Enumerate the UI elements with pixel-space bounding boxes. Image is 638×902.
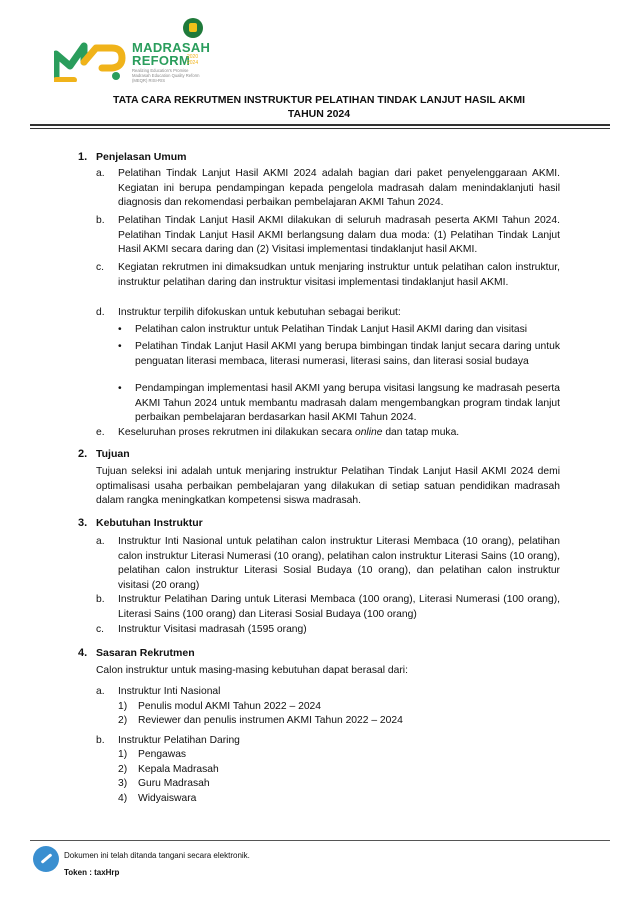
ministry-emblem-icon [183,18,203,38]
bullet-text: Pendampingan implementasi hasil AKMI yang berupa visitasi langsung ke madrasah peserta AKMI Tahun 2024 untuk membantu madrasah dalam mengembangkan program tindak lanjut perbaikan pembelajaran berdasarkan hasil AKMI Tahun 2024. [135,383,560,423]
footer-token: Token : taxHrp [64,868,120,877]
section-1-bullet-1 [118,323,560,338]
item-marker: b. [96,215,105,226]
item-marker: a. [96,536,105,547]
item-marker: a. [96,168,105,179]
item-marker: e. [96,427,105,438]
brand-line-1: MADRASAH [132,40,211,55]
section-1-item-d [96,306,560,321]
document-title-year: TAHUN 2024 [287,108,351,120]
section-2-paragraph: Tujuan seleksi ini adalah untuk menjaring instruktur Pelatihan Tindak Lanjut Hasil AKMI 2024 demi optimalisasi usaha perbaikan pembelajaran yang dilakukan di setiap satuan pendidikan madrasah dalam rangka meningkatkan kompetensi siswa madrasah. [96,466,560,506]
item-text: Instruktur Pelatihan Daring untuk Literasi Membaca (100 orang), Literasi Numerasi (100 orang), Literasi Sains (100 orang) dan Literasi Sosial Budaya (100 orang) [118,594,560,620]
list-text: Reviewer dan penulis instrumen AKMI Tahun 2022 – 2024 [138,715,403,726]
item-text: Instruktur terpilih difokuskan untuk kebutuhan sebagai berikut: [118,307,401,318]
list-item [118,763,219,778]
list-text: Widyaiswara [138,793,197,804]
list-marker: 2) [118,715,128,726]
list-item [118,792,196,807]
section-title: Sasaran Rekrutmen [96,647,195,659]
list-marker: 1) [118,701,128,712]
section-4-item-a [96,685,220,700]
list-text: Guru Madrasah [138,778,210,789]
section-number: 3. [78,517,88,529]
section-2-heading [78,447,130,462]
list-marker: 1) [118,749,128,760]
brand-year-end: 2024 [187,60,199,66]
list-text: Pengawas [138,749,187,760]
item-text: Instruktur Inti Nasional untuk pelatihan calon instruktur Literasi Membaca (10 orang), pelatihan calon instruktur Literasi Numerasi (10 orang), pelatihan calon instruktur Literasi Sains (10 orang), pelatihan calon instruktur Literasi Sosial Budaya (10 orang), dan pelatihan calon instruktur visitasi (20 orang) [118,536,560,591]
section-1-item-c [96,261,560,290]
list-marker: 4) [118,793,128,804]
section-number: 4. [78,647,88,659]
bullet-text: Pelatihan calon instruktur untuk Pelatihan Tindak Lanjut Hasil AKMI daring dan visitasi [135,324,528,335]
e-signature-icon [33,846,59,872]
section-1-bullet-2 [118,340,560,369]
section-title: Penjelasan Umum [96,151,187,163]
section-title: Tujuan [96,448,130,460]
list-text: Penulis modul AKMI Tahun 2022 – 2024 [138,701,321,712]
bullet-icon: • [118,341,122,352]
section-3-item-a [96,535,560,593]
section-4-item-b [96,734,240,749]
section-3-item-c [96,623,560,638]
item-text: Pelatihan Tindak Lanjut Hasil AKMI 2024 adalah bagian dari paket penyelenggaraan AKMI. Kegiatan ini berupa pendampingan kepada pengelola madrasah dalam menindaklanjuti hasil diagnosis dan rekomendasi perbaikan pembelajaran AKMI Tahun 2024. [118,168,560,208]
list-marker: 2) [118,764,128,775]
section-title: Kebutuhan Instruktur [96,517,203,529]
section-3-heading [78,516,203,531]
list-item [118,714,403,729]
footer-rule [30,840,610,841]
item-text: Instruktur Inti Nasional [118,686,221,697]
list-item [118,777,210,792]
item-text: Instruktur Pelatihan Daring [118,735,240,746]
section-number: 1. [78,151,88,163]
item-marker: c. [96,624,105,635]
item-marker: d. [96,307,105,318]
item-text: Instruktur Visitasi madrasah (1595 orang) [118,624,307,635]
section-1-heading [78,150,186,165]
footer-signature-note: Dokumen ini telah ditanda tangani secara elektronik. [64,851,250,860]
bullet-text: Pelatihan Tindak Lanjut Hasil AKMI yang berupa bimbingan tindak lanjut secara daring untuk penguatan literasi membaca, literasi numerasi, literasi sains, dan literasi sosial budaya [135,341,560,367]
section-3-item-b [96,593,560,622]
list-marker: 3) [118,778,128,789]
section-4-heading [78,646,195,661]
header-rule-thick [30,124,610,126]
header-rule-thin [30,128,610,129]
section-1-item-a [96,167,560,211]
document-title: TATA CARA REKRUTMEN INSTRUKTUR PELATIHAN TINDAK LANJUT HASIL AKMI [112,94,525,106]
brand-name [132,41,210,67]
item-marker: c. [96,262,105,273]
section-1-item-e [96,426,560,441]
item-text: Pelatihan Tindak Lanjut Hasil AKMI dilakukan di seluruh madrasah peserta AKMI Tahun 2024. Pelatihan Tindak Lanjut Hasil AKMI berlangsung dalam dua moda: (1) Pelatihan Tindak Lanjut Hasil AKMI secara daring dan (2) Visitasi implementasi tindaklanjut hasil AKMI. [118,215,560,255]
list-item [118,748,186,763]
bullet-icon: • [118,324,122,335]
item-text-pre: Keseluruhan proses rekrutmen ini dilakukan secara [118,427,355,438]
list-text: Kepala Madrasah [138,764,219,775]
item-marker: b. [96,594,105,605]
list-item [118,700,321,715]
section-number: 2. [78,448,88,460]
brand-years [187,54,198,66]
item-text-emphasis: online [354,427,383,438]
brand-year-start: 2020 [187,54,199,60]
brand-line-2: REFORM [132,53,191,68]
section-4-intro: Calon instruktur untuk masing-masing kebutuhan dapat berasal dari: [96,665,408,676]
section-1-item-b [96,214,560,258]
bullet-icon: • [118,383,122,394]
item-marker: b. [96,735,105,746]
brand-tagline: Realizing Education's Promise Madrasah Education Quality Reform (MEQR) RISI-RIS [132,68,200,83]
item-text: Kegiatan rekrutmen ini dimaksudkan untuk menjaring instruktur untuk pelatihan calon instruktur, instruktur pelatihan daring dan instruktur visitasi implementasi tindaklanjut hasil AKMI. [118,262,560,288]
item-marker: a. [96,686,105,697]
section-1-bullet-3 [118,382,560,426]
item-text-post: dan tatap muka. [382,427,460,438]
mr-logo-mark-icon [54,40,132,82]
item-text [118,426,560,441]
